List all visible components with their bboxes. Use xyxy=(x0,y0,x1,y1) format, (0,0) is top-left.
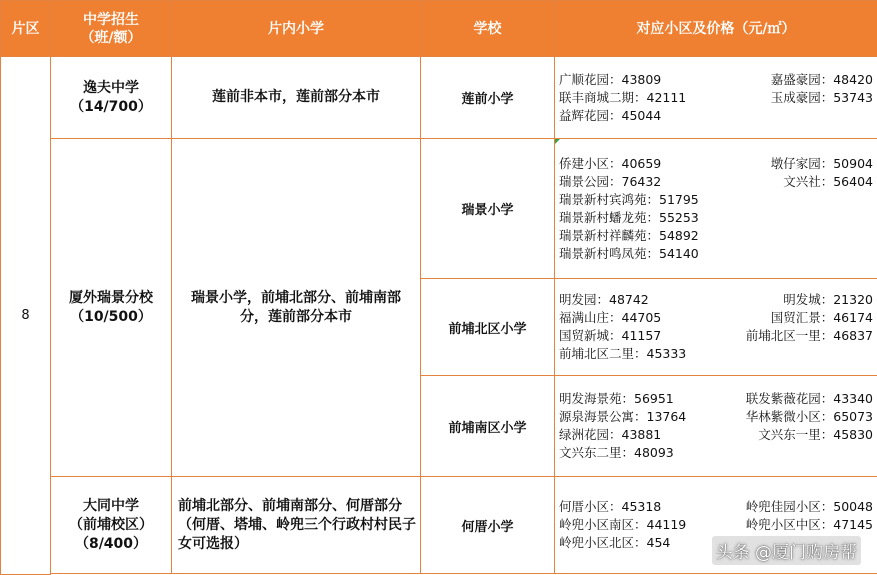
price-row xyxy=(559,345,873,363)
price-left: 侨建小区：40659 xyxy=(559,155,662,171)
price-cell xyxy=(555,376,877,477)
price-row xyxy=(559,89,873,107)
price-row xyxy=(559,498,873,516)
middle-school-campus: （前埔校区） xyxy=(69,516,153,533)
header-middle-line2: （班/额） xyxy=(80,29,142,46)
price-left: 源泉海景公寓：13764 xyxy=(559,409,687,424)
price-row xyxy=(559,390,873,408)
middle-school-name: 厦外瑞景分校 xyxy=(69,289,153,306)
price-left: 国贸新城：41157 xyxy=(559,328,662,343)
middle-school-cell xyxy=(51,57,172,139)
price-right: 墩仔家园：50904 xyxy=(770,155,873,171)
middle-school-name: 大同中学 xyxy=(83,497,139,514)
area-cell: 前埔北部分、前埔南部分、何厝部分（何厝、塔埔、岭兜三个行政村村民子女可选报） xyxy=(172,477,421,574)
header-zone: 片区 xyxy=(1,1,51,57)
middle-school-name: 逸夫中学 xyxy=(83,79,139,96)
price-row xyxy=(559,291,873,309)
price-right: 嘉盛豪园：48420 xyxy=(770,71,873,87)
price-row xyxy=(559,209,873,227)
school-name: 何厝小学 xyxy=(421,477,555,574)
price-row xyxy=(559,327,873,345)
price-row xyxy=(559,516,873,534)
price-row xyxy=(559,173,873,191)
price-row xyxy=(559,71,873,89)
price-left: 广顺花园：43809 xyxy=(559,71,662,87)
zone-cell: 8 xyxy=(1,57,51,575)
price-right: 国贸汇景：46174 xyxy=(770,310,873,325)
price-row xyxy=(559,309,873,327)
price-row xyxy=(559,426,873,444)
header-area: 片内小学 xyxy=(172,1,421,57)
price-right: 文兴社：56404 xyxy=(783,173,873,189)
price-row xyxy=(559,191,873,209)
middle-school-cell xyxy=(51,139,172,477)
price-cell xyxy=(555,139,877,279)
middle-school-cell xyxy=(51,477,172,574)
price-left: 绿洲花园：43881 xyxy=(559,427,662,442)
price-cell xyxy=(555,279,877,376)
price-right: 明发城：21320 xyxy=(783,292,873,307)
middle-school-quota: （14/700） xyxy=(70,98,152,115)
header-middle-line1: 中学招生 xyxy=(83,11,139,28)
price-left: 前埔北区二里：45333 xyxy=(559,346,687,361)
school-name: 莲前小学 xyxy=(421,57,555,139)
school-name: 瑞景小学 xyxy=(421,139,555,279)
price-row xyxy=(559,408,873,426)
price-left: 瑞景新村祥麟苑：54892 xyxy=(559,227,699,243)
price-left: 瑞景新村鸣凤苑：54140 xyxy=(559,245,699,261)
price-left: 明发海景苑：56951 xyxy=(559,391,674,406)
price-left: 何厝小区：45318 xyxy=(559,499,662,514)
watermark: 头条 @厦门购房帮 xyxy=(712,536,861,565)
middle-school-quota: （10/500） xyxy=(70,308,152,325)
price-row xyxy=(559,155,873,173)
price-left: 瑞景新村宾鸿苑：51795 xyxy=(559,191,699,207)
price-row xyxy=(559,107,873,125)
price-left: 福满山庄：44705 xyxy=(559,310,662,325)
price-right: 前埔北区一里：46837 xyxy=(745,328,873,343)
price-left: 岭兜小区南区：44119 xyxy=(559,517,687,532)
comment-marker xyxy=(555,139,560,144)
price-right: 岭兜小区中区：47145 xyxy=(745,517,873,532)
price-cell xyxy=(555,57,877,139)
price-row xyxy=(559,227,873,245)
header-price: 对应小区及价格（元/㎡） xyxy=(555,1,877,57)
table-row xyxy=(1,57,877,139)
price-left: 瑞景公园：76432 xyxy=(559,173,662,189)
school-name: 前埔南区小学 xyxy=(421,376,555,477)
price-right: 玉成豪园：53743 xyxy=(770,89,873,105)
price-right: 岭兜佳园小区：50048 xyxy=(745,499,873,514)
area-cell: 莲前非本市，莲前部分本市 xyxy=(172,57,421,139)
price-row xyxy=(559,245,873,263)
header-middle-school xyxy=(51,1,172,57)
price-left: 文兴东二里：48093 xyxy=(559,445,674,460)
table-row xyxy=(1,139,877,279)
price-right: 文兴东一里：45830 xyxy=(758,427,873,442)
price-left: 瑞景新村蟠龙苑：55253 xyxy=(559,209,699,225)
price-left: 益辉花园：45044 xyxy=(559,107,662,123)
price-right: 华林紫微小区：65073 xyxy=(745,409,873,424)
price-left: 岭兜小区北区：454 xyxy=(559,535,671,550)
price-row xyxy=(559,444,873,462)
price-right: 联发紫薇花园：43340 xyxy=(745,391,873,406)
area-cell: 瑞景小学，前埔北部分、前埔南部分，莲前部分本市 xyxy=(172,139,421,477)
price-left: 联丰商城二期：42111 xyxy=(559,89,687,105)
header-school: 学校 xyxy=(421,1,555,57)
price-left: 明发园：48742 xyxy=(559,292,649,307)
school-name: 前埔北区小学 xyxy=(421,279,555,376)
header-row xyxy=(1,1,877,57)
middle-school-quota: （8/400） xyxy=(74,535,148,552)
